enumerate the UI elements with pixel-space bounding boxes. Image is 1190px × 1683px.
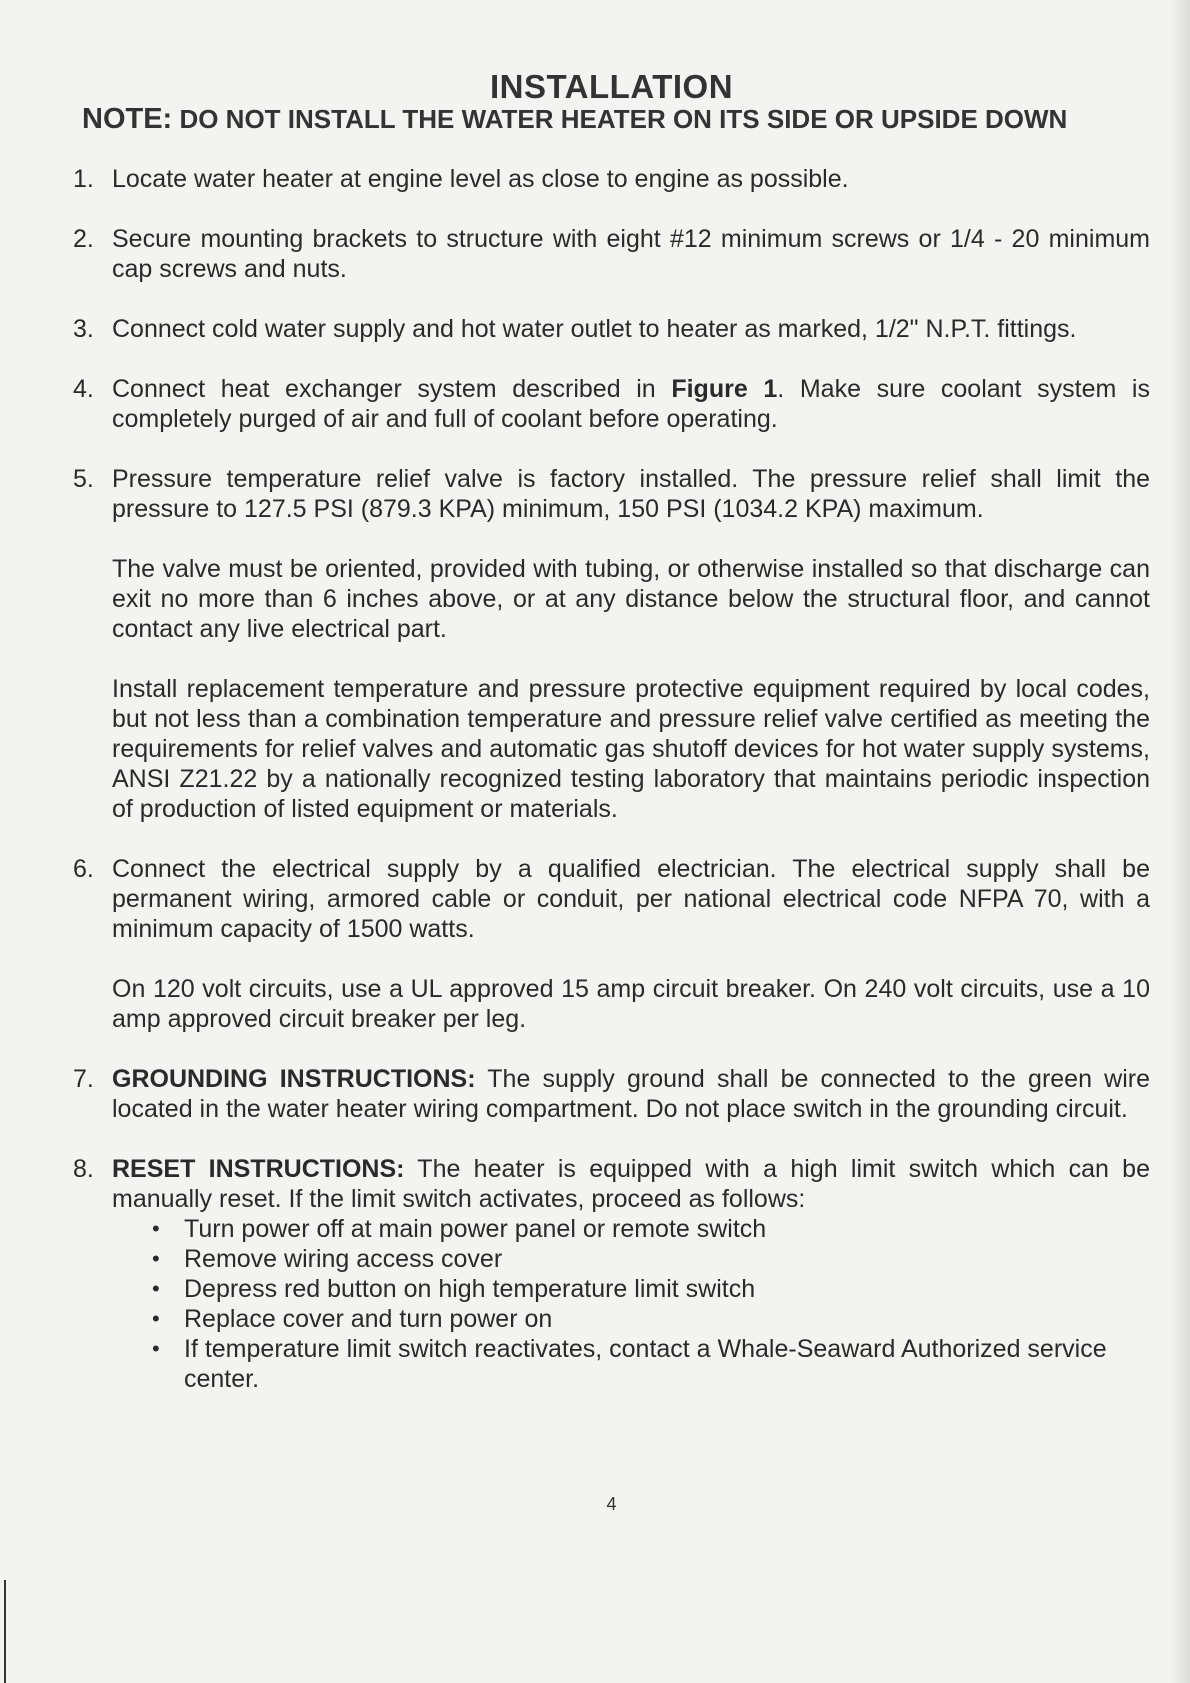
step-text-after: . Make sure coolant system is completely purged of air and full of coolant before operating.	[112, 375, 1150, 433]
step-text	[112, 1154, 1150, 1214]
step-text-after: The heater is equipped with a high limit switch which can be manually reset. If the limit switch activates, proceed as follows:	[112, 1155, 1150, 1213]
installation-steps	[70, 164, 1150, 1424]
step-number: 7.	[73, 1065, 94, 1093]
note-label: NOTE:	[82, 103, 173, 135]
step-number: 5.	[73, 465, 94, 493]
list-item: • Replace cover and turn power on	[152, 1304, 1150, 1334]
warning-note	[82, 103, 1142, 136]
step-text: Connect cold water supply and hot water outlet to heater as marked, 1/2" N.P.T. fittings.	[112, 315, 1077, 343]
reset-steps-list	[112, 1214, 1150, 1394]
list-item: • Remove wiring access cover	[152, 1244, 1150, 1274]
step-8	[70, 1154, 1150, 1394]
list-item: • If temperature limit switch reactivates, contact a Whale-Seaward Authorized service center.	[152, 1334, 1150, 1394]
step-7	[70, 1064, 1150, 1124]
reset-heading: RESET INSTRUCTIONS:	[112, 1155, 405, 1183]
figure-reference: Figure 1	[671, 375, 778, 403]
step-text: Connect the electrical supply by a qualified electrician. The electrical supply shall be permanent wiring, armored cable or conduit, per national electrical code NFPA 70, with a minimum capacity of 1500 watts.	[112, 855, 1150, 943]
step-6	[70, 854, 1150, 1034]
step-text: Locate water heater at engine level as close to engine as possible.	[112, 165, 849, 193]
scan-margin-mark	[4, 1580, 6, 1683]
step-number: 2.	[73, 225, 94, 253]
step-1	[70, 164, 1150, 194]
step-2	[70, 224, 1150, 284]
step-text	[112, 374, 1150, 434]
step-number: 3.	[73, 315, 94, 343]
step-text: Secure mounting brackets to structure with eight #12 minimum screws or 1/4 - 20 minimum cap screws and nuts.	[112, 225, 1150, 283]
step-4	[70, 374, 1150, 434]
step-3	[70, 314, 1150, 344]
page-number: 4	[606, 1494, 617, 1514]
step-number: 8.	[73, 1155, 94, 1183]
step-paragraph-2: The valve must be oriented, provided with tubing, or otherwise installed so that discharge can exit no more than 6 inches above, or at any distance below the structural floor, and cannot contact any live electrical part.	[112, 555, 1150, 643]
step-text-after: The supply ground shall be connected to the green wire located in the water heater wiring compartment. Do not place switch in the grounding circuit.	[112, 1065, 1151, 1123]
grounding-heading: GROUNDING INSTRUCTIONS:	[112, 1065, 476, 1093]
step-number: 6.	[73, 855, 94, 883]
step-paragraph-2: On 120 volt circuits, use a UL approved 15 amp circuit breaker. On 240 volt circuits, use a 10 amp approved circuit breaker per leg.	[112, 975, 1150, 1033]
note-text: DO NOT INSTALL THE WATER HEATER ON ITS SIDE OR UPSIDE DOWN	[179, 104, 1068, 134]
step-text-before: Connect heat exchanger system described in	[112, 375, 672, 403]
step-number: 1.	[73, 165, 94, 193]
step-5	[70, 464, 1150, 824]
list-item: • Turn power off at main power panel or remote switch	[152, 1214, 1150, 1244]
list-item: • Depress red button on high temperature limit switch	[152, 1274, 1150, 1304]
step-text	[112, 1064, 1150, 1124]
page-title: INSTALLATION	[489, 68, 734, 105]
step-text: Pressure temperature relief valve is factory installed. The pressure relief shall limit the pressure to 127.5 PSI (879.3 KPA) minimum, 150 PSI (1034.2 KPA) maximum.	[112, 465, 1150, 523]
scan-edge-shadow	[1170, 0, 1190, 1683]
step-number: 4.	[73, 375, 94, 403]
step-paragraph-3: Install replacement temperature and pressure protective equipment required by local codes, but not less than a combination temperature and pressure relief valve certified as meeting the requirements for relief valves and automatic gas shutoff devices for hot water supply systems, ANSI Z21.22 by a nationally recognized testing laboratory that maintains periodic inspection of production of listed equipment or materials.	[112, 675, 1150, 823]
